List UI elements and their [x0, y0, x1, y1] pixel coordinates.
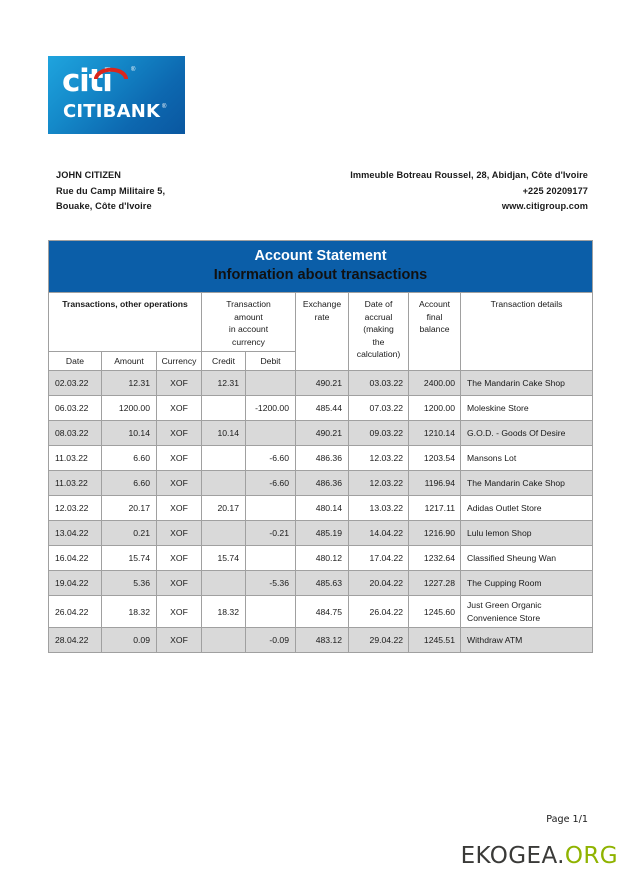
column-header-date-of-accrual: [349, 293, 409, 371]
cell-date-of-accrual: 17.04.22: [349, 546, 409, 571]
cell-amount: 20.17: [102, 496, 157, 521]
cell-date-of-accrual: 26.04.22: [349, 596, 409, 628]
cell-currency: XOF: [157, 521, 202, 546]
cell-credit: [202, 446, 246, 471]
accrual-line-3: (making: [363, 324, 394, 334]
cell-debit: [246, 546, 296, 571]
logo-background: [48, 56, 185, 134]
cell-amount: 0.21: [102, 521, 157, 546]
column-header-amount: Amount: [102, 352, 157, 371]
registered-mark-icon: ®: [131, 67, 136, 73]
cell-transaction-details: Withdraw ATM: [461, 628, 593, 653]
cell-date-of-accrual: 29.04.22: [349, 628, 409, 653]
cell-currency: XOF: [157, 546, 202, 571]
cell-account-final-balance: 1245.60: [409, 596, 461, 628]
cell-currency: XOF: [157, 496, 202, 521]
exchange-rate-line-2: rate: [314, 311, 330, 322]
table-row: [49, 521, 593, 546]
cell-transaction-details: Classified Sheung Wan: [461, 546, 593, 571]
cell-credit: [202, 521, 246, 546]
column-header-credit: Credit: [202, 352, 246, 371]
cell-account-final-balance: 1210.14: [409, 421, 461, 446]
cell-amount: 18.32: [102, 596, 157, 628]
cell-currency: XOF: [157, 396, 202, 421]
cell-credit: [202, 471, 246, 496]
statement-table-wrapper: [48, 240, 592, 653]
group-header-row: [49, 293, 593, 352]
accrual-line-1: Date of: [364, 299, 393, 309]
statement-banner: [49, 241, 593, 293]
column-header-currency: Currency: [157, 352, 202, 371]
balance-line-3: balance: [419, 324, 450, 334]
customer-name: JOHN CITIZEN: [56, 170, 122, 180]
bank-contact-block: [350, 168, 588, 215]
table-row: [49, 471, 593, 496]
cell-date: 06.03.22: [49, 396, 102, 421]
column-header-exchange-rate: [296, 293, 349, 371]
ekogea-watermark: [461, 845, 618, 868]
cell-currency: XOF: [157, 446, 202, 471]
statement-table-body: [49, 371, 593, 653]
column-header-date: Date: [49, 352, 102, 371]
bank-website[interactable]: www.citigroup.com: [501, 201, 588, 211]
cell-currency: XOF: [157, 628, 202, 653]
cell-amount: 1200.00: [102, 396, 157, 421]
table-row: [49, 596, 593, 628]
cell-amount: 5.36: [102, 571, 157, 596]
amount-ac-line-3: in account: [228, 324, 269, 334]
logo-bank-name: CITIBANK: [63, 101, 161, 122]
cell-exchange-rate: 490.21: [296, 421, 349, 446]
cell-transaction-details: G.O.D. - Goods Of Desire: [461, 421, 593, 446]
customer-address-block: [56, 168, 165, 215]
cell-account-final-balance: 1232.64: [409, 546, 461, 571]
banner-title: Account Statement: [254, 248, 387, 264]
cell-transaction-details: Moleskine Store: [461, 396, 593, 421]
cell-date-of-accrual: 03.03.22: [349, 371, 409, 396]
table-row: [49, 571, 593, 596]
citibank-logo: [48, 56, 185, 134]
cell-date: 12.03.22: [49, 496, 102, 521]
cell-currency: XOF: [157, 571, 202, 596]
cell-credit: [202, 571, 246, 596]
cell-exchange-rate: 486.36: [296, 446, 349, 471]
cell-amount: 6.60: [102, 471, 157, 496]
cell-credit: [202, 396, 246, 421]
cell-credit: 12.31: [202, 371, 246, 396]
cell-transaction-details: The Mandarin Cake Shop: [461, 471, 593, 496]
cell-currency: XOF: [157, 596, 202, 628]
table-row: [49, 396, 593, 421]
cell-transaction-details: Lulu lemon Shop: [461, 521, 593, 546]
cell-amount: 15.74: [102, 546, 157, 571]
accrual-line-5: calculation): [356, 349, 401, 359]
cell-amount: 12.31: [102, 371, 157, 396]
cell-exchange-rate: 480.14: [296, 496, 349, 521]
page-number: Page 1/1: [546, 814, 588, 825]
banner-subtitle: Information about transactions: [213, 267, 428, 283]
cell-exchange-rate: 484.75: [296, 596, 349, 628]
table-row: [49, 628, 593, 653]
cell-transaction-details: The Mandarin Cake Shop: [461, 371, 593, 396]
balance-line-2: final: [426, 311, 443, 322]
cell-transaction-details: Mansons Lot: [461, 446, 593, 471]
cell-exchange-rate: 486.36: [296, 471, 349, 496]
statement-table-head: [49, 241, 593, 371]
bank-address: Immeuble Botreau Roussel, 28, Abidjan, Côte d'Ivoire: [350, 170, 588, 180]
cell-debit: [246, 596, 296, 628]
accrual-line-4: the: [372, 336, 385, 347]
cell-credit: 15.74: [202, 546, 246, 571]
cell-currency: XOF: [157, 471, 202, 496]
table-row: [49, 421, 593, 446]
column-header-transaction-details: Transaction details: [461, 293, 593, 371]
cell-date-of-accrual: 12.03.22: [349, 471, 409, 496]
statement-table: [48, 240, 593, 653]
amount-ac-line-1: Transaction: [226, 299, 271, 309]
cell-date: 02.03.22: [49, 371, 102, 396]
cell-account-final-balance: 2400.00: [409, 371, 461, 396]
group-header-amount-account-currency: [202, 293, 296, 352]
cell-debit: -6.60: [246, 471, 296, 496]
cell-account-final-balance: 1200.00: [409, 396, 461, 421]
cell-credit: 10.14: [202, 421, 246, 446]
cell-currency: XOF: [157, 421, 202, 446]
registered-mark-icon-2: ®: [162, 104, 167, 110]
watermark-name: EKOGEA.: [460, 843, 565, 869]
cell-exchange-rate: 485.19: [296, 521, 349, 546]
cell-exchange-rate: 490.21: [296, 371, 349, 396]
cell-exchange-rate: 485.63: [296, 571, 349, 596]
cell-account-final-balance: 1203.54: [409, 446, 461, 471]
cell-debit: -0.21: [246, 521, 296, 546]
bank-phone: +225 20209177: [522, 185, 588, 196]
cell-date-of-accrual: 07.03.22: [349, 396, 409, 421]
cell-date-of-accrual: 13.03.22: [349, 496, 409, 521]
cell-date-of-accrual: 09.03.22: [349, 421, 409, 446]
table-row: [49, 496, 593, 521]
banner-row: [49, 241, 593, 293]
table-row: [49, 446, 593, 471]
cell-date: 11.03.22: [49, 446, 102, 471]
cell-date: 13.04.22: [49, 521, 102, 546]
cell-debit: -6.60: [246, 446, 296, 471]
column-header-account-final-balance: [409, 293, 461, 371]
cell-account-final-balance: 1216.90: [409, 521, 461, 546]
cell-credit: 18.32: [202, 596, 246, 628]
cell-date-of-accrual: 20.04.22: [349, 571, 409, 596]
cell-transaction-details: The Cupping Room: [461, 571, 593, 596]
cell-exchange-rate: 483.12: [296, 628, 349, 653]
cell-account-final-balance: 1245.51: [409, 628, 461, 653]
cell-account-final-balance: 1217.11: [409, 496, 461, 521]
cell-date: 28.04.22: [49, 628, 102, 653]
cell-amount: 0.09: [102, 628, 157, 653]
amount-ac-line-2: amount: [234, 311, 263, 322]
cell-debit: -1200.00: [246, 396, 296, 421]
cell-credit: [202, 628, 246, 653]
cell-date-of-accrual: 12.03.22: [349, 446, 409, 471]
cell-credit: 20.17: [202, 496, 246, 521]
cell-exchange-rate: 485.44: [296, 396, 349, 421]
table-row: [49, 371, 593, 396]
logo-wordmark: citi: [62, 63, 112, 99]
accrual-line-2: accrual: [364, 311, 393, 322]
group-header-transactions: Transactions, other operations: [49, 293, 202, 352]
cell-debit: -0.09: [246, 628, 296, 653]
customer-address-line-1: Rue du Camp Militaire 5,: [56, 185, 166, 196]
cell-amount: 10.14: [102, 421, 157, 446]
amount-ac-line-4: currency: [232, 336, 265, 347]
cell-exchange-rate: 480.12: [296, 546, 349, 571]
cell-transaction-details: Just Green Organic Convenience Store: [461, 596, 593, 628]
cell-date: 11.03.22: [49, 471, 102, 496]
customer-address-line-2: Bouake, Côte d'Ivoire: [56, 201, 152, 211]
table-row: [49, 546, 593, 571]
cell-transaction-details: Adidas Outlet Store: [461, 496, 593, 521]
cell-account-final-balance: 1196.94: [409, 471, 461, 496]
cell-debit: [246, 421, 296, 446]
cell-debit: -5.36: [246, 571, 296, 596]
cell-debit: [246, 496, 296, 521]
cell-date: 16.04.22: [49, 546, 102, 571]
exchange-rate-line-1: Exchange: [302, 299, 342, 309]
cell-debit: [246, 371, 296, 396]
cell-account-final-balance: 1227.28: [409, 571, 461, 596]
cell-date: 08.03.22: [49, 421, 102, 446]
citi-arc-icon: [94, 64, 128, 79]
cell-date: 19.04.22: [49, 571, 102, 596]
cell-date: 26.04.22: [49, 596, 102, 628]
cell-currency: XOF: [157, 371, 202, 396]
balance-line-1: Account: [418, 299, 451, 309]
cell-date-of-accrual: 14.04.22: [349, 521, 409, 546]
watermark-tld: ORG: [564, 843, 618, 869]
column-header-debit: Debit: [246, 352, 296, 371]
cell-amount: 6.60: [102, 446, 157, 471]
